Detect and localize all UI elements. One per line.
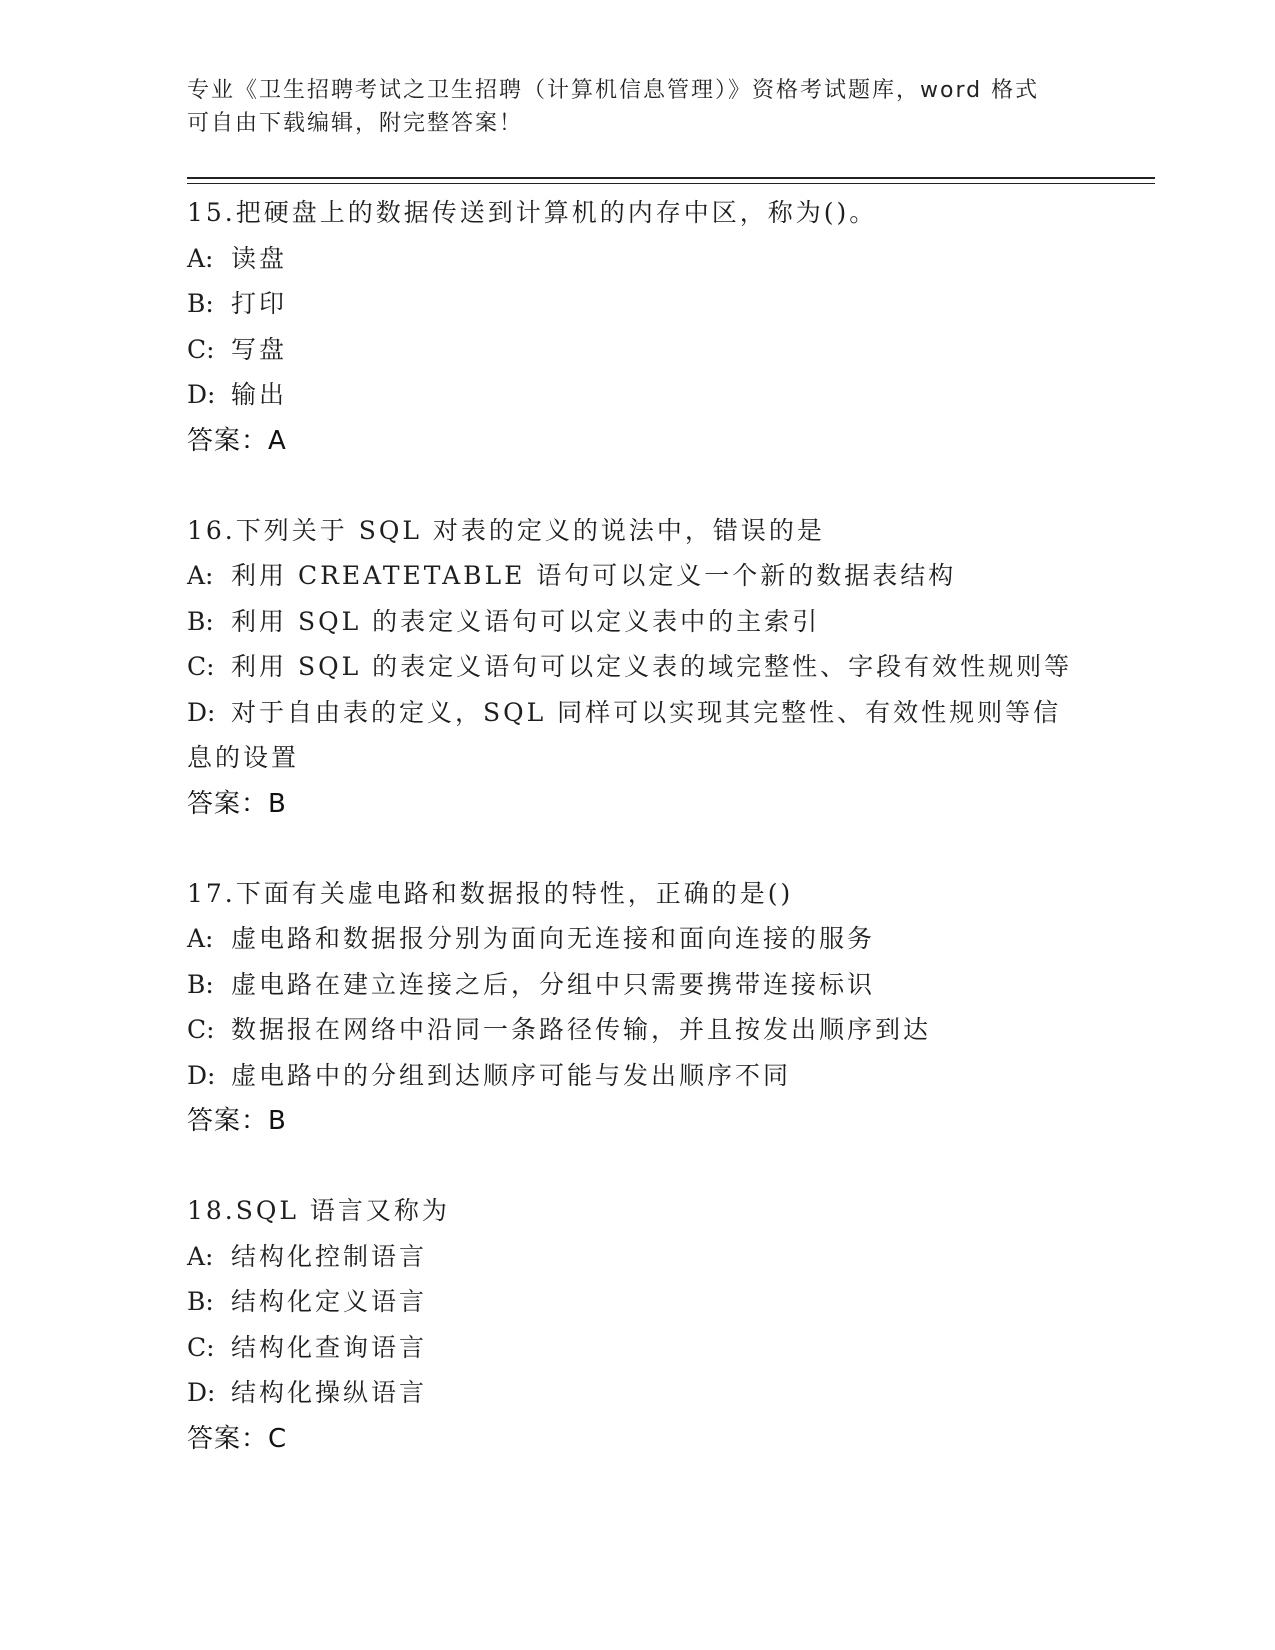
option-text: 虚电路在建立连接之后，分组中只需要携带连接标识: [231, 969, 876, 999]
answer-line: 答案：B: [187, 1106, 287, 1136]
option-c: [187, 327, 1087, 373]
option-a: [187, 1234, 1087, 1280]
option-d: [187, 690, 1087, 736]
option-text: 利用 SQL 的表定义语句可以定义表中的主索引: [231, 606, 821, 636]
option-text: 打印: [231, 289, 288, 318]
option-text: 结构化操纵语言: [231, 1378, 428, 1407]
option-letter: C:: [187, 1015, 215, 1044]
question-stem: 15.把硬盘上的数据传送到计算机的内存中区，称为()。: [187, 198, 878, 227]
header-line-1: 专业《卫生招聘考试之卫生招聘（计算机信息管理）》资格考试题库，word 格式: [187, 78, 1040, 103]
option-text: 数据报在网络中沿同一条路径传输，并且按发出顺序到达: [231, 1015, 932, 1044]
option-text: 输出: [231, 380, 288, 409]
option-text: 对于自由表的定义，SQL 同样可以实现其完整性、有效性规则等信: [231, 697, 1062, 727]
option-letter: A:: [187, 924, 214, 953]
question-stem: 16.下列关于 SQL 对表的定义的说法中，错误的是: [187, 515, 825, 545]
option-letter: A:: [187, 561, 214, 590]
option-letter: A:: [187, 243, 214, 273]
answer-line: 答案：A: [187, 425, 287, 456]
option-text: 虚电路中的分组到达顺序可能与发出顺序不同: [231, 1060, 792, 1090]
answer-line: 答案：C: [187, 1423, 288, 1454]
option-letter: B:: [187, 1287, 214, 1316]
option-d: [187, 372, 1087, 418]
option-letter: C:: [187, 334, 215, 364]
option-d-continuation: 息的设置: [187, 743, 300, 772]
option-b: [187, 1279, 1087, 1325]
option-letter: B:: [187, 289, 214, 318]
option-letter: D:: [187, 1060, 216, 1090]
option-a: [187, 916, 1087, 962]
option-text: 结构化定义语言: [231, 1287, 428, 1316]
option-b: [187, 962, 1087, 1008]
question-16: [187, 508, 1087, 827]
header-divider-thin: [187, 183, 1155, 184]
option-letter: B:: [187, 606, 214, 636]
option-letter: D:: [187, 380, 216, 409]
option-letter: A:: [187, 1241, 214, 1271]
option-text: 读盘: [231, 243, 288, 273]
option-c: [187, 644, 1087, 690]
question-17: [187, 871, 1087, 1145]
document-header: [187, 74, 1067, 140]
option-letter: B:: [187, 969, 214, 999]
option-d: [187, 1370, 1087, 1416]
option-c: [187, 1325, 1087, 1371]
option-b: [187, 281, 1087, 327]
option-a: [187, 553, 1087, 599]
option-text: 结构化控制语言: [231, 1241, 428, 1271]
header-divider-thick: [187, 177, 1155, 179]
option-text: 利用 CREATETABLE 语句可以定义一个新的数据表结构: [231, 561, 957, 590]
question-18: [187, 1188, 1087, 1462]
option-text: 写盘: [231, 334, 288, 364]
option-b: [187, 599, 1087, 645]
question-stem: 18.SQL 语言又称为: [187, 1196, 450, 1225]
option-letter: D:: [187, 1378, 216, 1407]
option-c: [187, 1007, 1087, 1053]
option-letter: C:: [187, 1332, 215, 1362]
option-d: [187, 1053, 1087, 1099]
option-text: 虚电路和数据报分别为面向无连接和面向连接的服务: [231, 924, 876, 953]
option-text: 利用 SQL 的表定义语句可以定义表的域完整性、字段有效性规则等: [231, 652, 1073, 681]
option-a: [187, 236, 1087, 282]
option-text: 结构化查询语言: [231, 1332, 428, 1362]
header-line-2: 可自由下载编辑，附完整答案！: [187, 111, 524, 136]
option-letter: C:: [187, 652, 215, 681]
option-letter: D:: [187, 697, 216, 727]
answer-line: 答案：B: [187, 788, 287, 819]
question-15: [187, 190, 1087, 464]
question-list: [187, 190, 1087, 1506]
question-stem: 17.下面有关虚电路和数据报的特性，正确的是(): [187, 878, 794, 908]
